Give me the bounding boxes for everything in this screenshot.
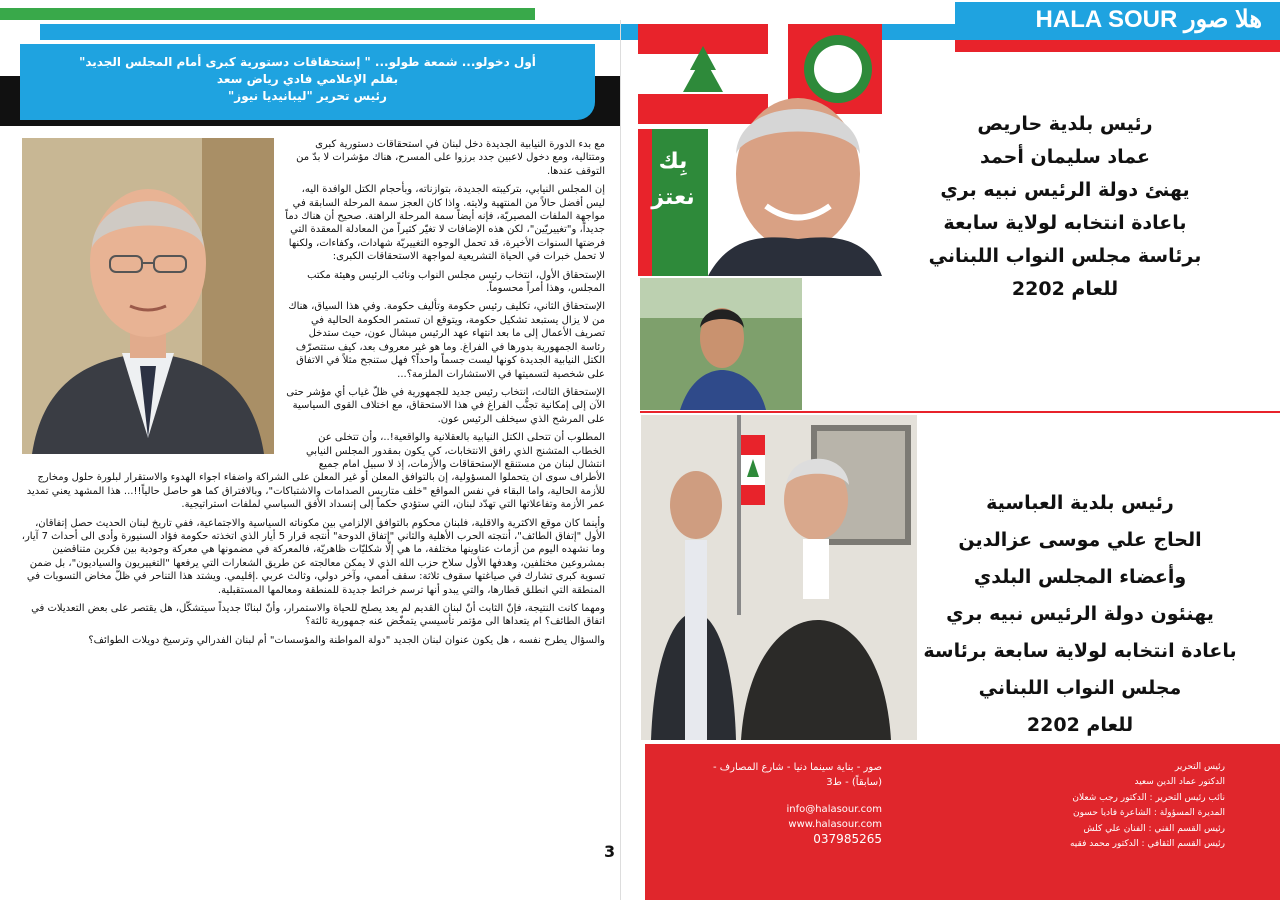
article-paragraph: وأينما كان موقع الاكثرية والاقلية، فلبنان محكوم بالتوافق الإلزامي بين مكوناته السياسية والاجتماعية، ففي تاريخ لبنان الحديث حصل إتفاقان، الأول "إتفاق الطائف"، أنتجته الحرب الأهلية والثاني "إتفاق الدوحة" أنتجه قرار 5 أيار الذي اتخذته حكومة فؤاد السنيورة وأدى الى أحداث 7 آيار، وما نشهده اليوم من أزمات عناوينها مختلفة، ما هي إلّا شكليّات ظاهريّة، فالمعركة في مضمونها هي معركة وجودية بين فكرين متناقضين بمشروعين مختلفين، وهدفها الأول سلاح حزب الله الذي لا يمكن معالجته عن طريق الشعارات التي يرفعها "التغييريون والسياديون"، بل ضمن تسوية كبرى تشارك في صياغتها سقوف ثلاثة: سقف أممي، وآخر دولي، وثالث عربي .إقليمي. ويشتد هذا التناحر في ظلّ مخاض التسويات في المنطقة التي انطلق قطارها، والتي يبدو أنها ترسم خرائط جديدة للمنطقة ومعالمها المستقبلية. xyxy=(21,517,605,596)
greeting-abbasiyeh xyxy=(895,485,1265,744)
green-accent-bar xyxy=(0,8,535,20)
greeting-line: يهنئون دولة الرئيس نبيه بري xyxy=(946,603,1214,625)
greeting-line: وأعضاء المجلس البلدي xyxy=(973,566,1187,588)
article-paragraph: مع بدء الدورة النيابية الجديدة دخل لبنان في استحقاقات دستورية كبرى ومتتالية، ومع دخول لاعبين جدد برزوا على المسرح، هناك مؤشرات لا بدّ من التوقف عندها. xyxy=(296,139,605,177)
blue-accent-bar xyxy=(40,24,640,40)
staff-line: رئيس القسم الفني : الفنان علي كلش xyxy=(1083,823,1225,834)
article-author-title: رئيس تحرير "ليبانيديا نيوز" xyxy=(228,89,387,103)
poster-slogan: نعتز xyxy=(651,185,695,210)
website-link[interactable]: www.halasour.com xyxy=(788,819,882,830)
brand-name: HALA SOUR هلا صور xyxy=(1035,6,1262,33)
article-paragraph: الإستحقاق الثالث، انتخاب رئيس جديد للجمهورية في ظلّ غياب أي مؤشر حتى الآن إلى إمكانية تجنُّب الفراغ في هذا الاستحقاق، مع اختلاف القوى السياسية على المرشح الذي سيخلف الرئيس عون. xyxy=(286,386,605,425)
article-paragraph: إن المجلس النيابي، بتركيبته الجديدة، بتوازناته، وبأحجام الكتل الوافدة اليه، ليس أفضل حالاً من المنتهية ولايته. واذا كان العجز سمة المرحلة السابقة في مواجهة الملفات المصيريّة، فإنه أيضاً سمة المرحلة الراهنة. صحيح أن هناك دماً جديداً، و"تغييريّين"، لكن هذه الإضافات لا تغيّر كثيراً من المعادلة المعقدة التي فرضتها السنوات الأخيرة، قد تحمل الوجوه التغييريّة شهادات، وكفاءات، ولكنها لا تحمل خبرات في الحياة التشريعية لمواجهة الاستحقاقات الكبرى: xyxy=(285,184,605,263)
contact-info xyxy=(662,760,882,847)
article-paragraph: ومهما كانت النتيجة، فإنّ الثابت أنّ لبنان القديم لم يعد يصلح للحياة والاستمرار، وأنّ لبنانًا جديداً سيتشكّل، هل يقتصر على بعض التعديلات في اتفاق الطائف؟ ام يتعداها الى مؤتمر تأسيسي يتمخّض عنه جمهورية ثالثة؟ xyxy=(31,603,605,628)
greeting-line: برئاسة مجلس النواب اللبناني xyxy=(928,245,1202,267)
staff-line: رئيس التحرير xyxy=(1174,762,1225,772)
greeting-line: يهنئ دولة الرئيس نبيه بري xyxy=(940,179,1190,201)
greeting-line: عماد سليمان أحمد xyxy=(979,146,1151,168)
page-divider xyxy=(620,20,621,900)
greeting-line: الحاج علي موسى عزالدين xyxy=(958,529,1202,551)
greeting-line: للعام 2202 xyxy=(1026,714,1134,736)
greeting-line: مجلس النواب اللبناني xyxy=(978,677,1182,699)
red-accent-bar xyxy=(955,40,1280,52)
article-paragraph: المطلوب أن تتحلى الكتل النيابية بالعقلانية والواقعية!..، وأن تتخلى عن الخطاب المتشنج الذي رافق الانتخابات، كي يكون بمقدور المجلس النيابي انتشال لبنان من مستنقع الإستحقاقات والأزمات، إذ لا سبيل امام جميع الأطراف سوى ان يتحملوا المسؤولية، إن بالتوافق المعلن أو غير المعلن على الشراكة واضفاء اجواء الهدوء والاستقرار لبلورة حلول ومخارج للأزمة الحالية، واما البقاء في نفس المواقع "خلف متاريس الصدامات والاشتباكات"، وبالافتراق كما هو حاصل حالياً!!... هذا المشهد يعني تمديد عمر الأزمة وتفاعلاتها التي تهدّد لبنان، التي ستؤدي حكماً إلى إنسداد الأفق السياسي لملفات استراتيجية. xyxy=(26,432,605,511)
article-paragraph: الإستحقاق الأول، انتخاب رئيس مجلس النواب ونائب الرئيس وهيئة مكتب المجلس، وهذا أمراً محسوماً. xyxy=(307,269,605,295)
editorial-staff xyxy=(920,760,1225,852)
article-author: بقلم الإعلامي فادي رياض سعد xyxy=(216,72,399,86)
staff-line: المديرة المسؤولة : الشاعرة فاديا حسون xyxy=(1073,808,1225,819)
portrait-spacer xyxy=(20,138,284,468)
mayor-photo xyxy=(640,278,802,410)
greeting-line: باعادة انتخابه لولاية سابعة xyxy=(943,212,1187,234)
spacer xyxy=(662,790,882,802)
phone-number: 037985265 xyxy=(813,832,882,846)
section-divider xyxy=(640,411,1280,413)
page-number: 3 xyxy=(604,842,616,861)
article-title: أول دخولو... شمعة طولو... " إستحقاقات دستورية كبرى أمام المجلس الجديد" xyxy=(79,55,536,69)
greeting-line: رئيس بلدية العباسية xyxy=(986,492,1174,514)
article-body xyxy=(20,138,605,898)
staff-line: نائب رئيس التحرير : الدكتور رجب شعلان xyxy=(1072,792,1225,803)
article-header xyxy=(20,44,595,120)
greeting-line: رئيس بلدية حاريص xyxy=(977,113,1153,135)
address-line: (سابقاً) - ط3 xyxy=(826,777,882,788)
email-link[interactable]: info@halasour.com xyxy=(786,804,882,815)
staff-line: الدكتور عماد الدين سعيد xyxy=(1134,777,1225,788)
article-paragraph: الإستحقاق الثاني، تكليف رئيس حكومة وتأليف حكومة. وفي هذا السياق، هناك من لا يزال يستبعد تشكيل حكومة، ويتوقع ان تستمر الحكومة الحالية في تصريف الأعمال إلى ما بعد انتهاء عهد الرئيس ميشال عون، حيث ستدخل رئاسة الجمهورية بدورها في الفراغ. وما هو غير معروف بعد، كيف ستتصرّف الكتل النيابية الجديدة كونها ليست جسماً واحداً؟ فهل ستنجح مثلاً في الاتفاق على شخصية لتسميتها في الاستشارات الملزمة؟... xyxy=(288,301,605,380)
staff-line: رئيس القسم الثقافي : الدكتور محمد فقيه xyxy=(1069,839,1225,850)
address-line: صور - بناية سينما دنيا - شارع المصارف - xyxy=(712,762,882,773)
greeting-line: للعام 2202 xyxy=(1011,278,1119,300)
poster-slogan: بِك xyxy=(658,149,688,174)
article-paragraph: والسؤال يطرح نفسه ، هل يكون عنوان لبنان الجديد "دولة المواطنة والمؤسسات" أم لبنان الفدرالي وترسيخ دويلات الطوائف؟ xyxy=(88,634,605,646)
brand-logo xyxy=(955,2,1280,38)
meeting-photo xyxy=(641,415,917,740)
greeting-line: باعادة انتخابه لولاية سابعة برئاسة xyxy=(923,640,1237,662)
berri-poster-photo xyxy=(638,24,882,276)
greeting-harees xyxy=(885,108,1245,306)
